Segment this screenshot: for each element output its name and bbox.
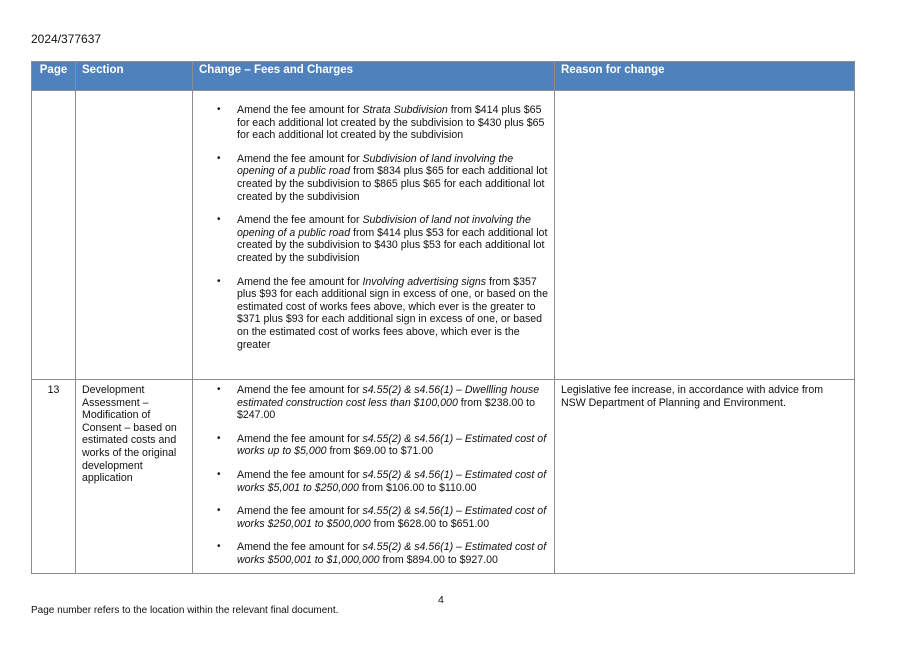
fee-item: Involving advertising signs xyxy=(362,275,487,288)
header-change: Change – Fees and Charges xyxy=(193,62,555,91)
list-item: • Amend the fee amount for Subdivision of land not involving the opening of a public road from $414 plus $53 for each additional lot created by the subdivision to $430 plus $53 for each additional lot created by the subdivision xyxy=(217,214,548,264)
bullet-icon: • xyxy=(217,432,221,444)
cell-change xyxy=(193,380,555,574)
bullet-icon: • xyxy=(217,214,221,226)
bullet-icon: • xyxy=(217,505,221,517)
fee-item: Strata Subdivision xyxy=(362,104,448,116)
list-item: • Amend the fee amount for s4.55(2) & s4.56(1) – Dwellling house estimated construction cost less than $100,000 from $238.00 to $247.00 xyxy=(217,384,540,422)
list-item: • Amend the fee amount for s4.55(2) & s4.56(1) – Estimated cost of works $250,001 to $500,000 from $628.00 to $651.00 xyxy=(217,505,547,530)
list-item: • Amend the fee amount for s4.55(2) & s4.56(1) – Estimated cost of works $5,001 to $250,000 from $106.00 to $110.00 xyxy=(217,468,547,494)
change-list xyxy=(199,104,548,351)
cell-section xyxy=(76,91,193,380)
fee-item: s4.55(2) & s4.56(1) – Estimated cost of works up to $5,000 xyxy=(237,432,547,458)
cell-change xyxy=(193,91,555,380)
table-header-row xyxy=(32,62,855,91)
fees-changes-table xyxy=(31,61,855,574)
page-number: 4 xyxy=(438,594,444,606)
header-reason: Reason for change xyxy=(555,62,855,91)
fee-item: s4.55(2) & s4.56(1) – Dwellling house estimated construction cost less than $100,000 xyxy=(237,384,540,409)
header-page: Page xyxy=(32,62,76,91)
footnote: Page number refers to the location within the relevant final document. xyxy=(31,605,339,616)
table-row xyxy=(32,380,855,574)
fee-item: s4.55(2) & s4.56(1) – Estimated cost of works $5,001 to $250,000 xyxy=(237,468,547,494)
list-item: • Amend the fee amount for Strata Subdivision from $414 plus $65 for each additional lot created by the subdivision to $430 plus $65 for each additional lot created by the subdivision xyxy=(217,104,545,142)
bullet-icon: • xyxy=(217,468,221,480)
list-item: • Amend the fee amount for Subdivision of land involving the opening of a public road from $834 plus $65 for each additional lot created by the subdivision to $865 plus $65 for each additional lot created by the subdivision xyxy=(217,152,548,203)
fee-item: Subdivision of land involving the opening of a public road xyxy=(237,152,514,178)
cell-reason xyxy=(555,91,855,380)
cell-reason: Legislative fee increase, in accordance with advice from NSW Department of Planning and Environment. xyxy=(555,380,855,574)
bullet-icon: • xyxy=(217,152,221,164)
cell-section: Development Assessment – Modification of Consent – based on estimated costs and works of the original development application xyxy=(76,380,193,574)
fee-item: Subdivision of land not involving the opening of a public road xyxy=(237,214,531,239)
change-list xyxy=(199,384,548,567)
list-item: • Amend the fee amount for Involving advertising signs from $357 plus $93 for each additional sign in excess of one, or based on the estimated cost of works fees above, which ever is the greater to $371 plus $93 for each additional sign in excess of one, or based on the estimated cost of works fees above, which ever is the greater xyxy=(217,275,548,351)
bullet-icon: • xyxy=(217,104,221,115)
list-item: • Amend the fee amount for s4.55(2) & s4.56(1) – Estimated cost of works $500,001 to $1,000,000 from $894.00 to $927.00 xyxy=(217,541,547,566)
cell-page xyxy=(32,91,76,380)
fee-item: s4.55(2) & s4.56(1) – Estimated cost of works $250,001 to $500,000 xyxy=(237,505,547,530)
bullet-icon: • xyxy=(217,275,221,287)
document-reference: 2024/377637 xyxy=(31,32,102,46)
list-item: • Amend the fee amount for s4.55(2) & s4.56(1) – Estimated cost of works up to $5,000 from $69.00 to $71.00 xyxy=(217,432,547,458)
bullet-icon: • xyxy=(217,384,221,395)
bullet-icon: • xyxy=(217,541,221,553)
cell-page: 13 xyxy=(32,380,76,574)
table-row xyxy=(32,91,855,380)
fee-item: s4.55(2) & s4.56(1) – Estimated cost of works $500,001 to $1,000,000 xyxy=(237,541,547,566)
header-section: Section xyxy=(76,62,193,91)
